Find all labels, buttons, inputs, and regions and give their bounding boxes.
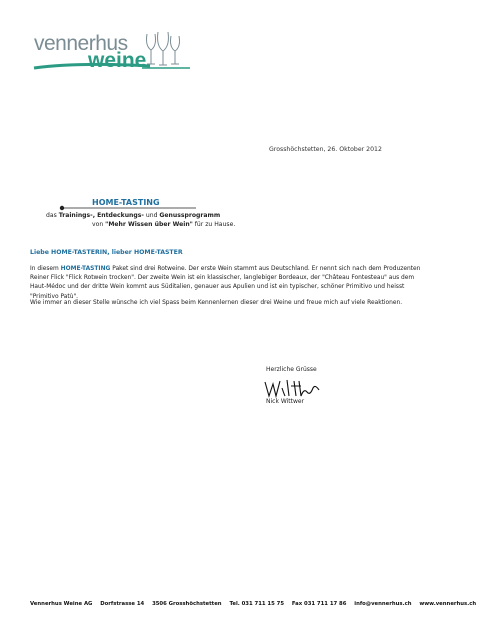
footer-website[interactable]: www.vennerhus.ch (419, 601, 477, 607)
footer-email[interactable]: info@vennerhus.ch (354, 601, 412, 607)
company-logo (30, 22, 195, 82)
footer-city: 3506 Grosshöchstetten (152, 601, 222, 607)
home-tasting-title: HOME-TASTING (92, 198, 160, 207)
footer-phone: Tel. 031 711 15 75 (229, 601, 285, 607)
highlight-home-tasting: HOME-TASTING (60, 266, 111, 272)
letter-footer (30, 601, 482, 607)
footer-fax: Fax 031 711 17 86 (291, 601, 347, 607)
paragraph-wishes: Wie immer an dieser Stelle wünsche ich viel Spass beim Kennenlernen dieser drei Weine und freue mich auf viele Reaktionen. (30, 300, 403, 306)
home-tasting-block (46, 198, 266, 238)
closing-text: Herzliche Grüsse (266, 366, 317, 373)
handwritten-signature-icon (263, 378, 323, 400)
home-tasting-subtitle-2: von "Mehr Wissen über Wein" für zu Hause. (92, 221, 236, 228)
letter-greeting: Liebe HOME-TASTERIN, lieber HOME-TASTER (30, 249, 183, 256)
logo-word-weine: weine (88, 49, 147, 72)
home-tasting-subtitle-1: das Trainings-, Entdeckungs- und Genussprogramm (46, 212, 221, 219)
footer-street: Dorfstrasse 14 (100, 601, 145, 607)
logo-word-vennerhus: vennerhus (34, 32, 128, 55)
signer-name: Nick Wittwer (266, 398, 305, 405)
paragraph-wines: In diesem HOME-TASTING Paket sind drei Rotweine. Der erste Wein stammt aus Deutschland. Er nennt sich nach dem Produzenten Reiner Flick "Flick Rotwein trocken". Der zweite Wein ist ein klassischer, langlebiger Bordeaux, der "Château Fontesteau" aus dem Haut-Médoc und der dritte Wein kommt aus Süditalien, genauer aus Apulien und ist ein typischer, schöner Primitivo und heisst "Primitivo Patù". (30, 266, 421, 300)
letter-date: Grosshöchstetten, 26. Oktober 2012 (269, 146, 382, 153)
footer-company: Vennerhus Weine AG (30, 601, 93, 607)
